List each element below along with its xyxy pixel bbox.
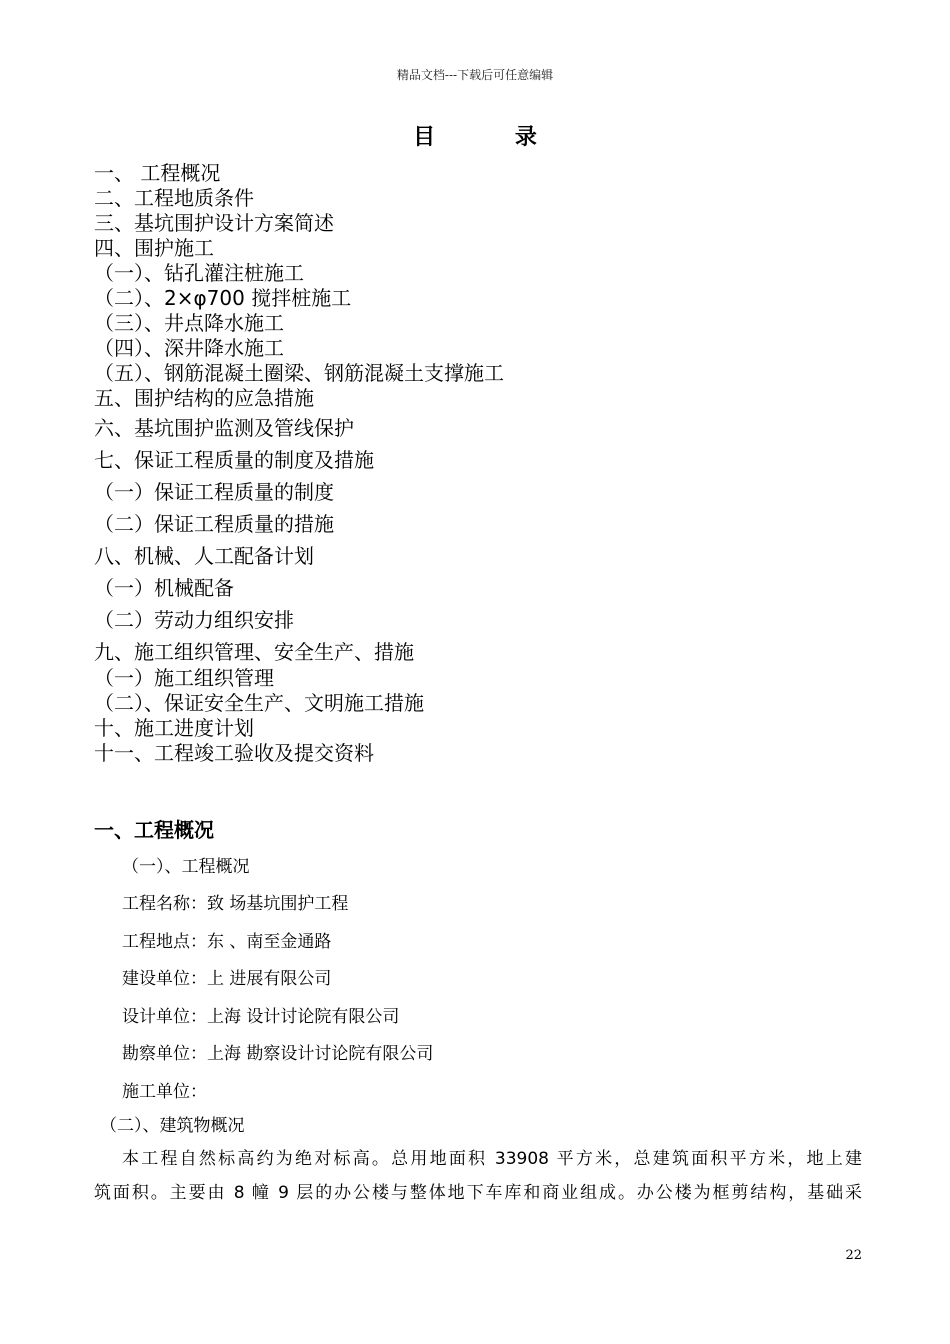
toc-item: 四、围护施工 bbox=[94, 236, 214, 260]
surveyor-line: 勘察单位：上海 勘察设计讨论院有限公司 bbox=[122, 1044, 434, 1064]
paragraph-line: 筑面积。主要由 8 幢 9 层的办公楼与整体地下车库和商业组成。办公楼为框剪结构，基础采 bbox=[94, 1183, 862, 1203]
toc-item: 九、施工组织管理、安全生产、措施 bbox=[94, 640, 414, 664]
toc-item: （二）劳动力组织安排 bbox=[94, 608, 294, 632]
toc-item: （二）、2×φ700 搅拌桩施工 bbox=[94, 286, 352, 310]
toc-item: 一、 工程概况 bbox=[94, 161, 221, 185]
toc-item: 八、机械、人工配备计划 bbox=[94, 544, 314, 568]
designer-line: 设计单位：上海 设计讨论院有限公司 bbox=[122, 1007, 400, 1027]
toc-item: （一）、钻孔灌注桩施工 bbox=[94, 261, 304, 285]
toc-item: （一）保证工程质量的制度 bbox=[94, 480, 334, 504]
toc-item: （二）保证工程质量的措施 bbox=[94, 512, 334, 536]
toc-item: 二、工程地质条件 bbox=[94, 186, 254, 210]
paragraph-line: 本工程自然标高约为绝对标高。总用地面积 33908 平方米，总建筑面积平方米，地上建 bbox=[122, 1149, 862, 1169]
toc-item: 五、围护结构的应急措施 bbox=[94, 386, 314, 410]
toc-item: 六、基坑围护监测及管线保护 bbox=[94, 416, 354, 440]
toc-title: 目 录 bbox=[413, 125, 573, 150]
section-heading: 一、工程概况 bbox=[94, 818, 214, 842]
toc-item: （五）、钢筋混凝土圈梁、钢筋混凝土支撑施工 bbox=[94, 361, 504, 385]
builder-line: 建设单位：上 进展有限公司 bbox=[122, 969, 332, 989]
page-number: 22 bbox=[845, 1248, 862, 1263]
toc-item: （三）、井点降水施工 bbox=[94, 311, 284, 335]
subsection-heading: （二）、建筑物概况 bbox=[100, 1116, 245, 1136]
toc-item: 十一、工程竣工验收及提交资料 bbox=[94, 741, 374, 765]
project-location-line: 工程地点：东 、南至金通路 bbox=[122, 932, 332, 952]
toc-item: 十、施工进度计划 bbox=[94, 716, 254, 740]
toc-item: （一）施工组织管理 bbox=[94, 666, 274, 690]
page-header: 精品文档---下载后可任意编辑 bbox=[396, 68, 554, 82]
toc-item: （四）、深井降水施工 bbox=[94, 336, 284, 360]
contractor-line: 施工单位： bbox=[122, 1082, 207, 1102]
toc-item: 三、基坑围护设计方案简述 bbox=[94, 211, 334, 235]
toc-item: （二）、保证安全生产、文明施工措施 bbox=[94, 691, 424, 715]
project-name-line: 工程名称：致 场基坑围护工程 bbox=[122, 894, 349, 914]
subsection-heading: （一）、工程概况 bbox=[122, 857, 250, 877]
toc-item: 七、保证工程质量的制度及措施 bbox=[94, 448, 374, 472]
toc-item: （一）机械配备 bbox=[94, 576, 234, 600]
